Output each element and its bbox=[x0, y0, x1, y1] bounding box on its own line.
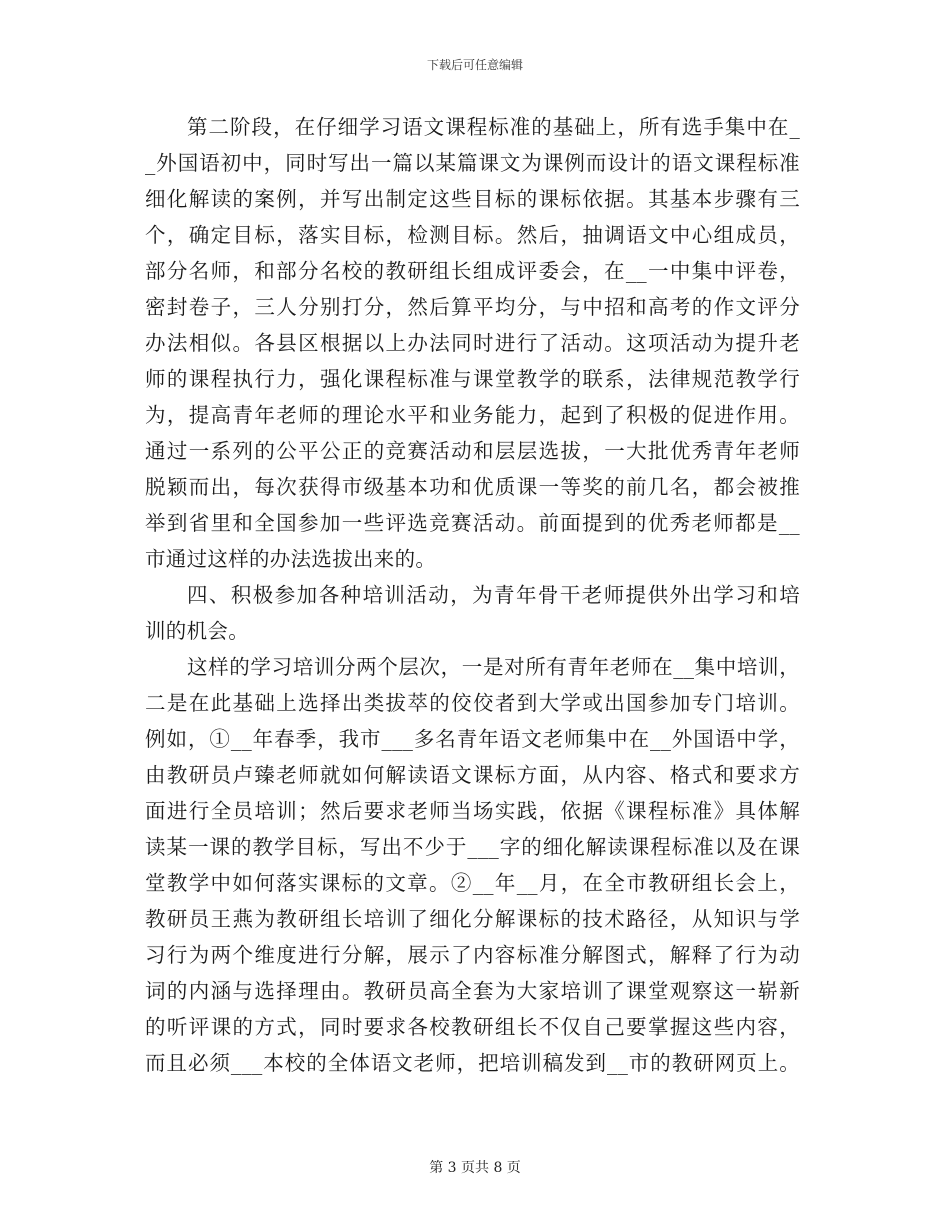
text-line: 教研员王燕为教研组长培训了细化分解课标的技术路径，从知识与学 bbox=[145, 907, 800, 931]
text-line: 举到省里和全国参加一些评选竞赛活动。前面提到的优秀老师都是__ bbox=[145, 511, 800, 535]
document-body bbox=[145, 109, 800, 1081]
text-line: 习行为两个维度进行分解，展示了内容标准分解图式，解释了行为动 bbox=[145, 943, 800, 967]
text-line: 例如，①__年春季，我市___多名青年语文老师集中在__外国语中学， bbox=[145, 727, 800, 751]
text-line: 读某一课的教学目标，写出不少于___字的细化解读课程标准以及在课 bbox=[145, 835, 800, 859]
text-line: 细化解读的案例，并写出制定这些目标的课标依据。其基本步骤有三 bbox=[145, 187, 800, 211]
text-line: 为，提高青年老师的理论水平和业务能力，起到了积极的促进作用。 bbox=[145, 403, 800, 427]
text-line: 的听评课的方式，同时要求各校教研组长不仅自己要掌握这些内容， bbox=[145, 1015, 800, 1039]
text-line: 市通过这样的办法选拔出来的。 bbox=[145, 547, 437, 571]
text-line: 部分名师，和部分名校的教研组长组成评委会，在__一中集中评卷， bbox=[145, 259, 800, 283]
text-line: 第二阶段，在仔细学习语文课程标准的基础上，所有选手集中在_ bbox=[187, 115, 800, 139]
text-line: 面进行全员培训；然后要求老师当场实践，依据《课程标准》具体解 bbox=[145, 799, 800, 823]
text-line: 而且必须___本校的全体语文老师，把培训稿发到__市的教研网页上。 bbox=[145, 1051, 800, 1075]
text-line: 这样的学习培训分两个层次，一是对所有青年老师在__集中培训， bbox=[187, 655, 800, 679]
text-line: 脱颖而出，每次获得市级基本功和优质课一等奖的前几名，都会被推 bbox=[145, 475, 800, 499]
text-line: 个，确定目标，落实目标，检测目标。然后，抽调语文中心组成员， bbox=[145, 223, 800, 247]
text-line: 二是在此基础上选择出类拔萃的佼佼者到大学或出国参加专门培训。 bbox=[145, 691, 800, 715]
text-line: 词的内涵与选择理由。教研员高全套为大家培训了课堂观察这一崭新 bbox=[145, 979, 800, 1003]
section-heading: 训的机会。 bbox=[145, 619, 249, 643]
text-line: 通过一系列的公平公正的竞赛活动和层层选拔，一大批优秀青年老师 bbox=[145, 439, 800, 463]
text-line: 密封卷子，三人分别打分，然后算平均分，与中招和高考的作文评分 bbox=[145, 295, 800, 319]
text-line: 师的课程执行力，强化课程标准与课堂教学的联系，法律规范教学行 bbox=[145, 367, 800, 391]
text-line: 由教研员卢臻老师就如何解读语文课标方面，从内容、格式和要求方 bbox=[145, 763, 800, 787]
section-heading: 四、积极参加各种培训活动，为青年骨干老师提供外出学习和培 bbox=[187, 583, 800, 607]
page-number-footer: 第 3 页共 8 页 bbox=[429, 1160, 521, 1176]
text-line: 办法相似。各县区根据以上办法同时进行了活动。这项活动为提升老 bbox=[145, 331, 800, 355]
page-header-note: 下载后可任意编辑 bbox=[426, 58, 523, 72]
text-line: _外国语初中，同时写出一篇以某篇课文为课例而设计的语文课程标准 bbox=[145, 151, 800, 175]
text-line: 堂教学中如何落实课标的文章。②__年__月，在全市教研组长会上， bbox=[145, 871, 800, 895]
